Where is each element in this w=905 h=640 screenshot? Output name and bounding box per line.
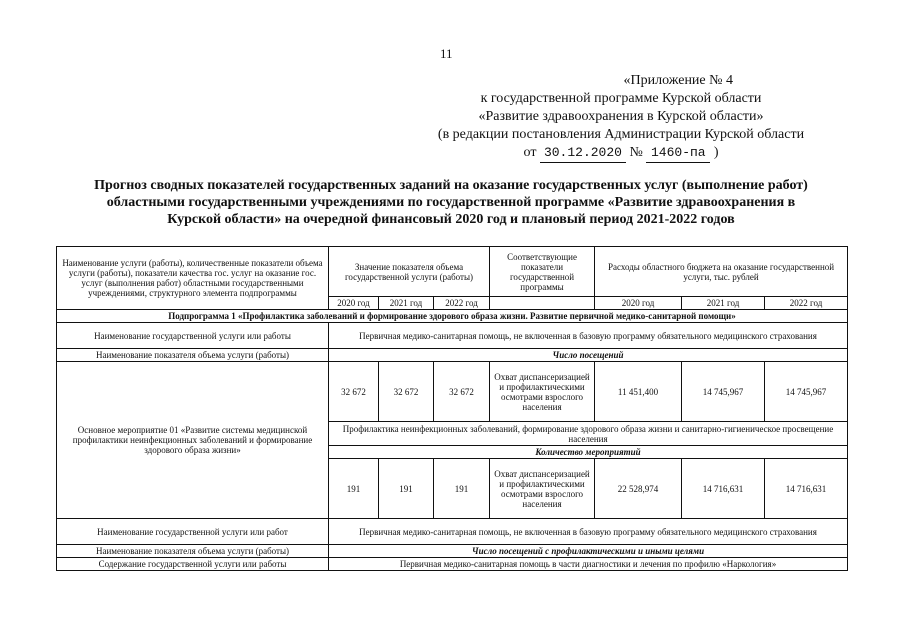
block2-expense-2021: 14 716,631 — [682, 459, 765, 519]
header-budget-expenses: Расходы областного бюджета на оказание государственной услуги, тыс. рублей — [595, 247, 848, 297]
block2-expense-2020: 22 528,974 — [595, 459, 682, 519]
header-volume-value: Значение показателя объема государственной услуги (работы) — [329, 247, 490, 297]
indicator-value: Число посещений — [329, 349, 848, 362]
year-2020-volume: 2020 год — [329, 297, 379, 310]
appendix-line-4: (в редакции постановления Администрации Курской области — [437, 127, 805, 142]
block1-volume-2021: 32 672 — [379, 362, 434, 422]
header-service-name: Наименование услуги (работы), количественные показатели объема услуги (работы), показатели качества гос. услуг на оказание гос. услуг (выполнения работ) областными государственными учреждениями, структурного элемента подпрограммы — [57, 247, 329, 310]
indicator2-label: Наименование показателя объема услуги (работы) — [57, 545, 329, 558]
block2-program-indicator: Охват диспансеризацией и профилактическими осмотрами взрослого населения — [490, 459, 595, 519]
appendix-header — [411, 72, 831, 163]
year-2022-expense: 2022 год — [765, 297, 848, 310]
document-title — [56, 177, 846, 228]
resolution-date: 30.12.2020 — [540, 144, 626, 163]
indicator2-value: Число посещений с профилактическими и иными целями — [329, 545, 848, 558]
block2-volume-2020: 191 — [329, 459, 379, 519]
title-line-2: областными государственными учреждениями по государственной программе «Развитие здравоохранения в — [106, 195, 796, 210]
block2-volume-2022: 191 — [434, 459, 490, 519]
year-2021-volume: 2021 год — [379, 297, 434, 310]
title-line-3: Курской области» на очередной финансовый 2020 год и плановый период 2021-2022 годов — [167, 212, 735, 227]
appendix-line-3: «Развитие здравоохранения в Курской области» — [478, 109, 764, 124]
page-number: 11 — [440, 46, 453, 61]
service2-name-value: Первичная медико-санитарная помощь, не включенная в базовую программу обязательного медицинского страхования — [329, 519, 848, 545]
block1-expense-2022: 14 745,967 — [765, 362, 848, 422]
service-name-label: Наименование государственной услуги или работы — [57, 323, 329, 349]
number-label: № — [629, 145, 643, 160]
block1-volume-2022: 32 672 — [434, 362, 490, 422]
block1-expense-2020: 11 451,400 — [595, 362, 682, 422]
subprogram-title: Подпрограмма 1 «Профилактика заболеваний и формирование здорового образа жизни. Развитие первичной медико-санитарной помощи» — [57, 310, 848, 323]
program-year-empty — [490, 297, 595, 310]
work-name: Профилактика неинфекционных заболеваний, формирование здорового образа жизни и санитарно-гигиеническое просвещение населения — [329, 422, 848, 446]
closing-paren: ) — [713, 145, 719, 160]
main-measure-label: Основное мероприятие 01 «Развитие системы медицинской профилактики неинфекционных заболеваний и формирование здорового образа жизни» — [57, 362, 329, 519]
year-2022-volume: 2022 год — [434, 297, 490, 310]
block2-volume-2021: 191 — [379, 459, 434, 519]
block1-expense-2021: 14 745,967 — [682, 362, 765, 422]
year-2020-expense: 2020 год — [595, 297, 682, 310]
block1-program-indicator: Охват диспансеризацией и профилактическими осмотрами взрослого населения — [490, 362, 595, 422]
header-program-indicators: Соответствующие показатели государственной программы — [490, 247, 595, 297]
from-label: от — [523, 145, 537, 160]
year-2021-expense: 2021 год — [682, 297, 765, 310]
appendix-line-1: «Приложение № 4 — [623, 73, 733, 88]
indicator-label: Наименование показателя объема услуги (работы) — [57, 349, 329, 362]
resolution-number: 1460-па — [646, 144, 710, 163]
work-indicator: Количество мероприятий — [329, 446, 848, 459]
appendix-date-line — [411, 144, 831, 163]
content-label: Содержание государственной услуги или работы — [57, 558, 329, 571]
service2-name-label: Наименование государственной услуги или работ — [57, 519, 329, 545]
block1-volume-2020: 32 672 — [329, 362, 379, 422]
content-value: Первичная медико-санитарная помощь в части диагностики и лечения по профилю «Наркология» — [329, 558, 848, 571]
title-line-1: Прогноз сводных показателей государственных заданий на оказание государственных услуг (выполнение работ) — [94, 178, 808, 193]
block2-expense-2022: 14 716,631 — [765, 459, 848, 519]
indicators-table — [56, 246, 848, 571]
service-name-value: Первичная медико-санитарная помощь, не включенная в базовую программу обязательного медицинского страхования — [329, 323, 848, 349]
appendix-line-2: к государственной программе Курской области — [480, 91, 762, 106]
